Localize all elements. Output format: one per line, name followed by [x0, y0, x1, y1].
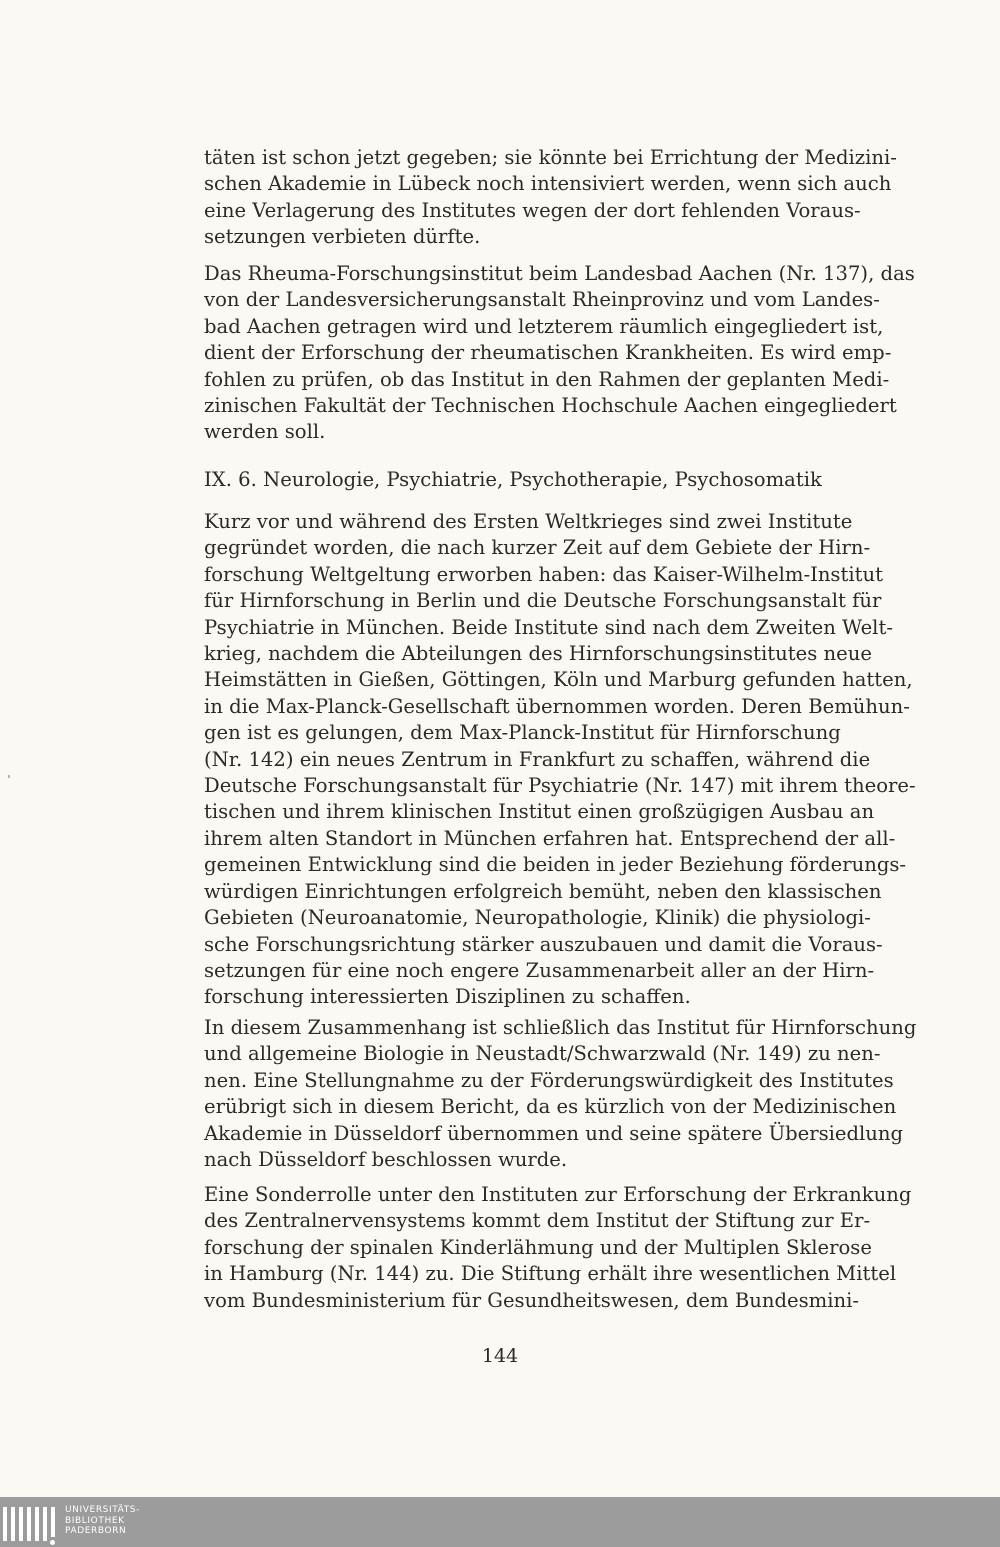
text-line: In diesem Zusammenhang ist schließlich das Institut für Hirnforschung: [204, 1016, 917, 1039]
paragraph-1: [204, 145, 897, 251]
text-line: erübrigt sich in diesem Bericht, da es kürzlich von der Medizinischen: [204, 1095, 897, 1119]
text-line: Eine Sonderrolle unter den Instituten zur Erforschung der Erkrankung: [204, 1183, 912, 1206]
text-line: in die Max-Planck-Gesellschaft übernommen worden. Deren Bemühun-: [204, 694, 910, 718]
text-line: nach Düsseldorf beschlossen wurde.: [204, 1148, 568, 1172]
text-line: (Nr. 142) ein neues Zentrum in Frankfurt zu schaffen, während die: [204, 747, 871, 771]
text-line: Das Rheuma-Forschungsinstitut beim Landesbad Aachen (Nr. 137), das: [204, 262, 915, 285]
text-line: nen. Eine Stellungnahme zu der Förderungswürdigkeit des Institutes: [204, 1068, 894, 1092]
text-line: würdigen Einrichtungen erfolgreich bemüht, neben den klassischen: [204, 879, 882, 903]
paragraph-3: [204, 509, 916, 1011]
text-line: schen Akademie in Lübeck noch intensiviert werden, wenn sich auch: [204, 172, 892, 196]
text-line: täten ist schon jetzt gegeben; sie könnte bei Errichtung der Medizini-: [204, 146, 897, 169]
text-line: forschung interessierten Disziplinen zu schaffen.: [204, 985, 691, 1009]
logo-bars-icon: [3, 1507, 55, 1541]
text-line: dient der Erforschung der rheumatischen Krankheiten. Es wird emp-: [204, 341, 892, 365]
text-line: für Hirnforschung in Berlin und die Deutsche Forschungsanstalt für: [204, 589, 882, 613]
text-line: forschung der spinalen Kinderlähmung und der Multiplen Sklerose: [204, 1235, 872, 1259]
text-line: Akademie in Düsseldorf übernommen und seine spätere Übersiedlung: [204, 1121, 904, 1145]
paragraph-2: [204, 261, 915, 446]
library-logo: [3, 1505, 140, 1543]
text-line: setzungen für eine noch engere Zusammenarbeit aller an der Hirn-: [204, 958, 875, 982]
logo-text: [65, 1505, 140, 1537]
text-line: tischen und ihrem klinischen Institut einen großzügigen Ausbau an: [204, 800, 875, 824]
text-line: forschung Weltgeltung erworben haben: das Kaiser-Wilhelm-Institut: [204, 562, 883, 586]
text-line: sche Forschungsrichtung stärker auszubauen und damit die Voraus-: [204, 932, 883, 956]
section-heading: IX. 6. Neurologie, Psychiatrie, Psychotherapie, Psychosomatik: [204, 468, 822, 491]
text-line: Kurz vor und während des Ersten Weltkrieges sind zwei Institute: [204, 510, 853, 533]
text-line: in Hamburg (Nr. 144) zu. Die Stiftung erhält ihre wesentlichen Mittel: [204, 1262, 897, 1286]
logo-line: BIBLIOTHEK: [65, 1515, 125, 1526]
text-line: ihrem alten Standort in München erfahren hat. Entsprechend der all-: [204, 826, 896, 850]
text-line: gemeinen Entwicklung sind die beiden in jeder Beziehung förderungs-: [204, 853, 907, 877]
text-line: fohlen zu prüfen, ob das Institut in den Rahmen der geplanten Medi-: [204, 367, 890, 391]
logo-dot-icon: [50, 1540, 55, 1545]
text-line: bad Aachen getragen wird und letzterem räumlich eingegliedert ist,: [204, 314, 884, 338]
text-line: vom Bundesministerium für Gesundheitswesen, dem Bundesmini-: [204, 1288, 860, 1312]
paragraph-5: [204, 1182, 912, 1314]
text-line: Deutsche Forschungsanstalt für Psychiatrie (Nr. 147) mit ihrem theore-: [204, 774, 916, 798]
logo-line: PADERBORN: [65, 1526, 127, 1536]
text-line: gen ist es gelungen, dem Max-Planck-Institut für Hirnforschung: [204, 721, 841, 745]
text-line: setzungen verbieten dürfte.: [204, 225, 481, 249]
logo-line: UNIVERSITÄTS-: [65, 1505, 140, 1515]
page-number: 144: [481, 1345, 519, 1367]
text-line: zinischen Fakultät der Technischen Hochschule Aachen eingegliedert: [204, 394, 897, 418]
paragraph-4: [204, 1015, 917, 1173]
text-line: Psychiatrie in München. Beide Institute sind nach dem Zweiten Welt-: [204, 615, 893, 639]
text-line: gegründet worden, die nach kurzer Zeit auf dem Gebiete der Hirn-: [204, 536, 871, 560]
text-line: von der Landesversicherungsanstalt Rheinprovinz und vom Landes-: [204, 288, 880, 312]
text-line: und allgemeine Biologie in Neustadt/Schwarzwald (Nr. 149) zu nen-: [204, 1042, 881, 1066]
text-line: eine Verlagerung des Institutes wegen der dort fehlenden Voraus-: [204, 198, 861, 222]
library-footer: [0, 1497, 1000, 1547]
text-line: werden soll.: [204, 420, 326, 444]
text-line: des Zentralnervensystems kommt dem Institut der Stiftung zur Er-: [204, 1209, 871, 1233]
text-line: Heimstätten in Gießen, Göttingen, Köln und Marburg gefunden hatten,: [204, 668, 913, 692]
text-line: Gebieten (Neuroanatomie, Neuropathologie, Klinik) die physiologi-: [204, 906, 871, 930]
scan-speck: [8, 775, 10, 778]
text-line: krieg, nachdem die Abteilungen des Hirnforschungsinstitutes neue: [204, 642, 872, 666]
